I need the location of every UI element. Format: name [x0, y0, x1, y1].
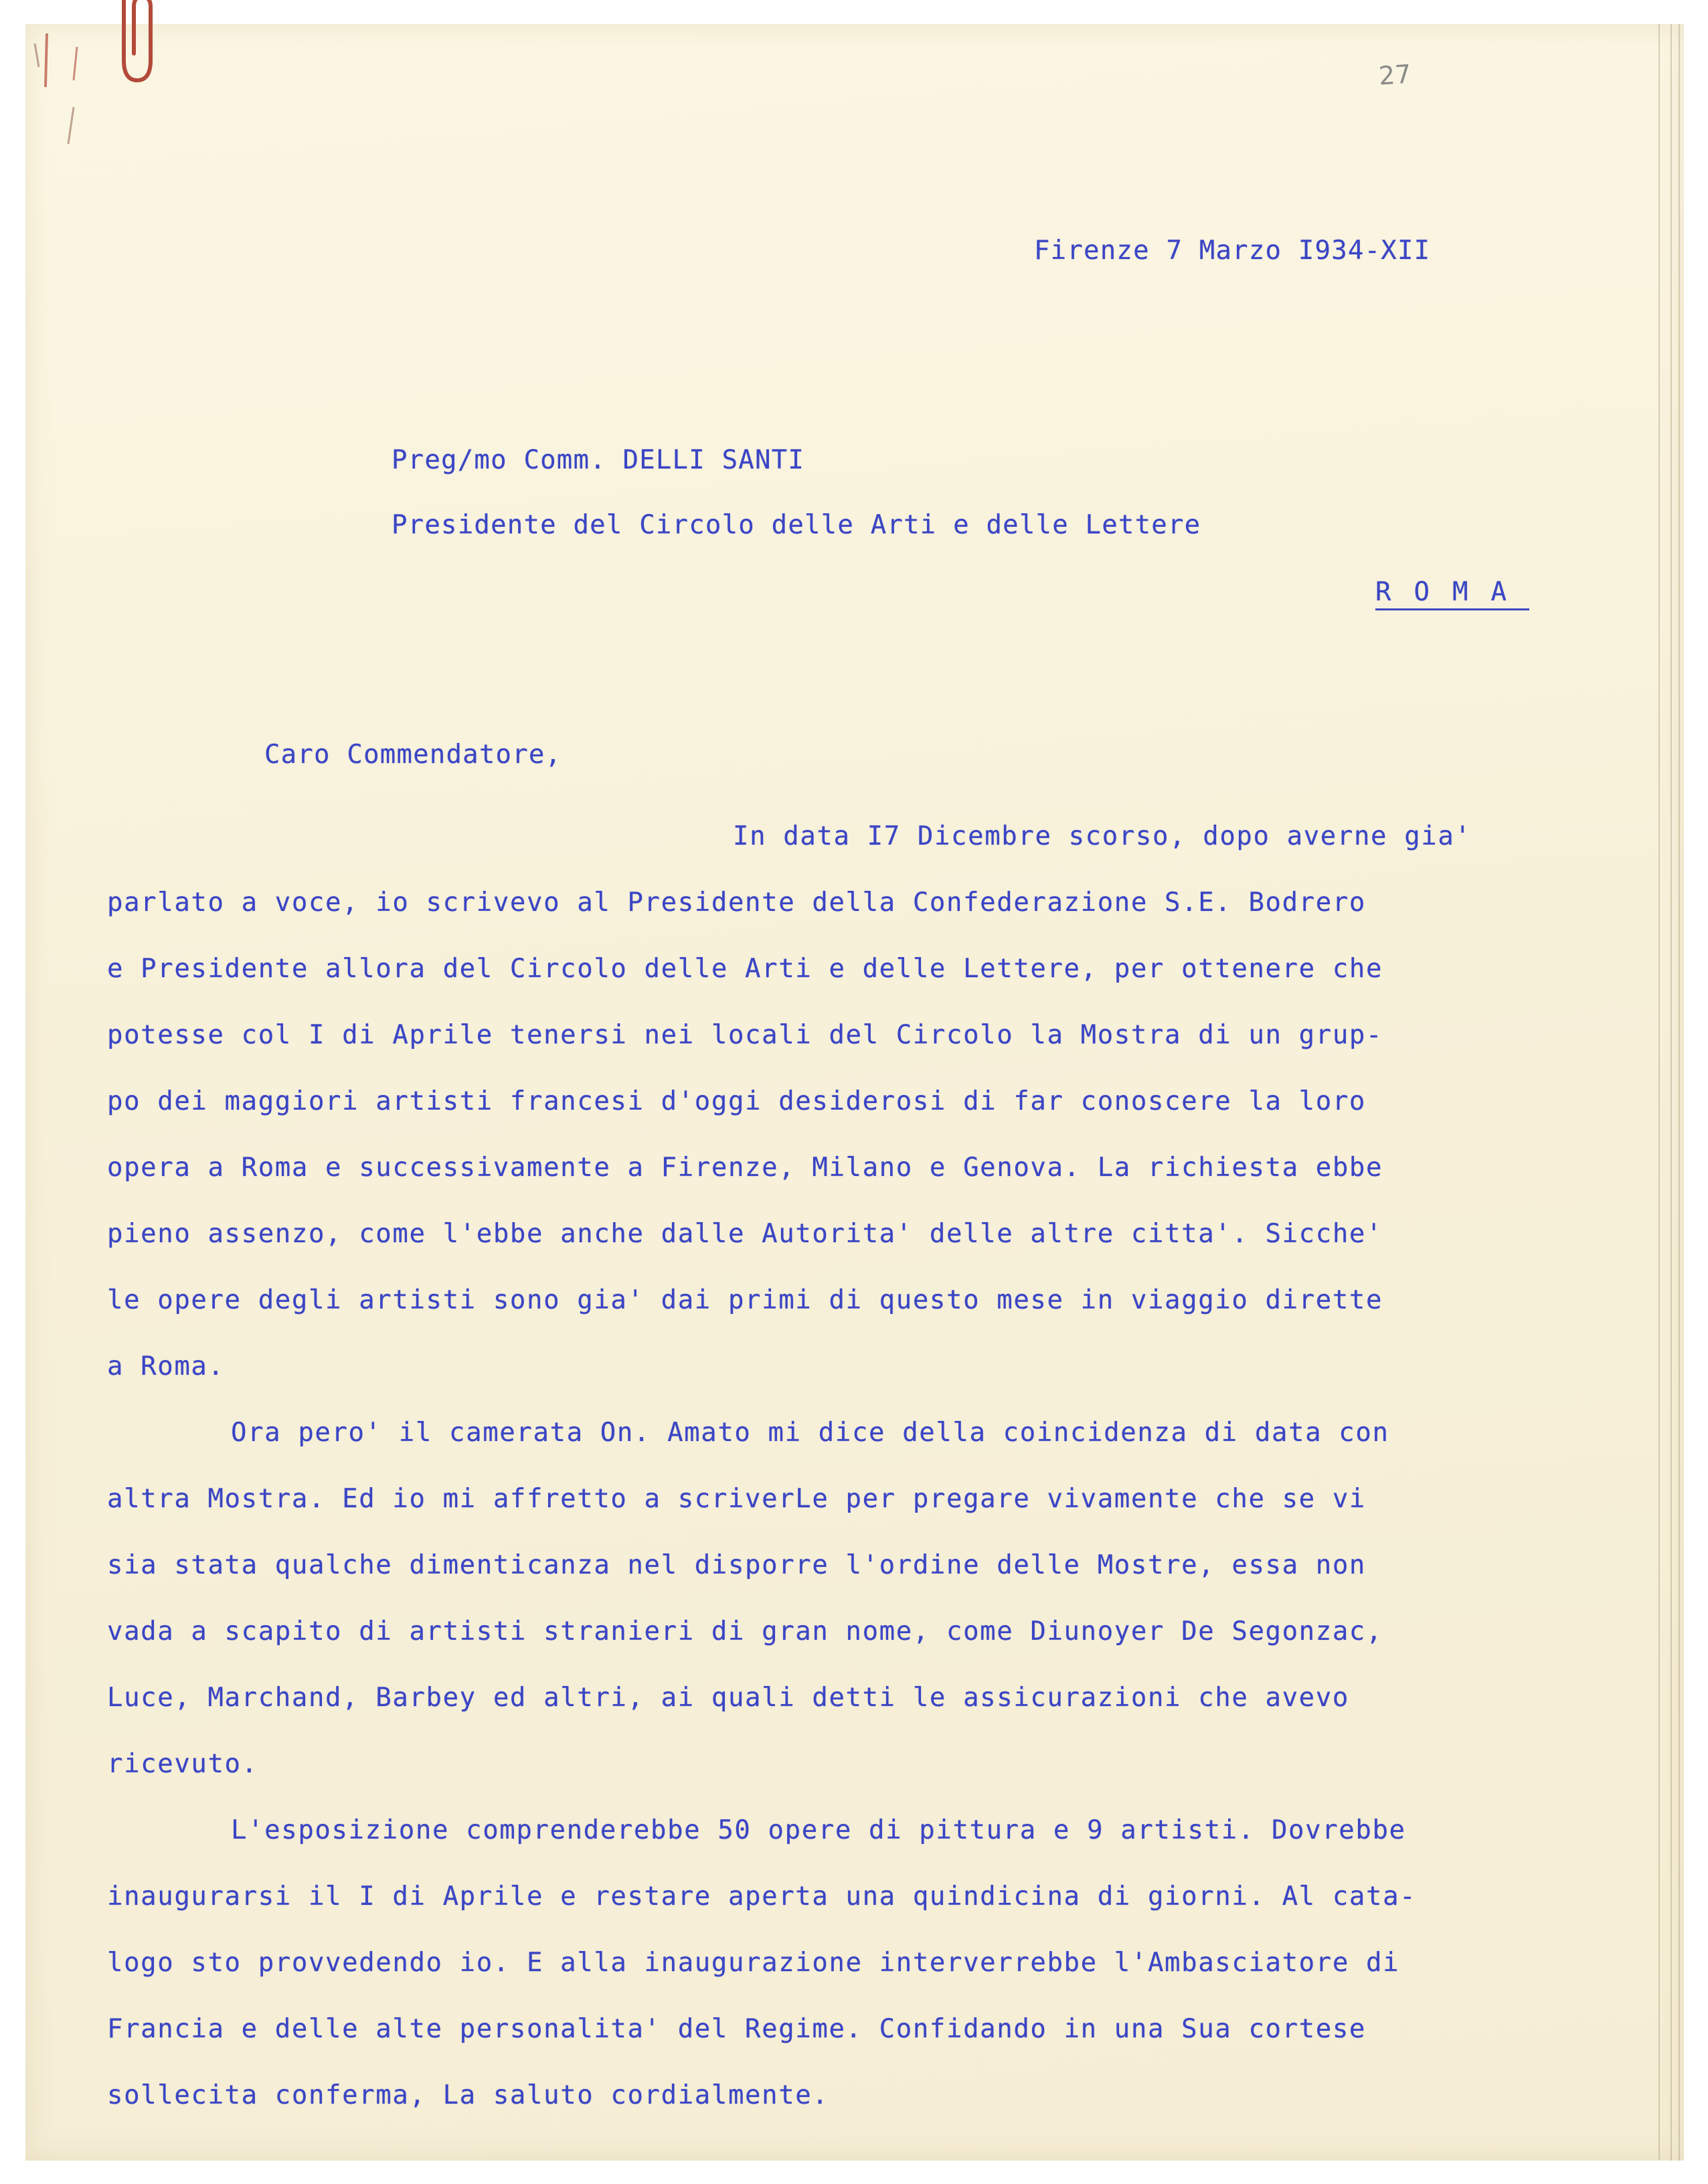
paragraph-3 [107, 1797, 1646, 2128]
paragraph-2 [107, 1400, 1646, 1797]
sheet-edge-line [1679, 24, 1680, 2161]
recipient-title: Presidente del Circolo delle Arti e delle Lettere [392, 510, 1201, 540]
body-line: inaugurarsi il I di Aprile e restare aperta una quindicina di giorni. Al cata- [107, 1881, 1417, 1912]
body-line: altra Mostra. Ed io mi affretto a scriverLe per pregare vivamente che se vi [107, 1484, 1366, 1514]
body-line: a Roma. [107, 1351, 225, 1381]
body-line: L'esposizione comprenderebbe 50 opere di pittura e 9 artisti. Dovrebbe [231, 1815, 1406, 1845]
body-line: vada a scapito di artisti stranieri di gran nome, come Diunoyer De Segonzac, [107, 1616, 1383, 1647]
body-line: potesse col I di Aprile tenersi nei locali del Circolo la Mostra di un grup- [107, 1020, 1383, 1050]
sheet-edge-line [1671, 24, 1672, 2161]
body-line: Ora pero' il camerata On. Amato mi dice della coincidenza di data con [231, 1418, 1389, 1448]
body-line: sia stata qualche dimenticanza nel disporre l'ordine delle Mostre, essa non [107, 1550, 1366, 1580]
pencil-margin-marks [27, 7, 107, 154]
recipient-city: ROMA [1375, 577, 1529, 610]
body-line: Luce, Marchand, Barbey ed altri, ai quali detti le assicurazioni che avevo [107, 1683, 1349, 1713]
body-line: le opere degli artisti sono gia' dai primi di questo mese in viaggio dirette [107, 1285, 1383, 1315]
body-line: parlato a voce, io scrivevo al Presidente della Confederazione S.E. Bodrero [107, 888, 1366, 918]
body-line: ricevuto. [107, 1749, 258, 1779]
body-line: opera a Roma e successivamente a Firenze, Milano e Genova. La richiesta ebbe [107, 1153, 1383, 1183]
recipient-name: Preg/mo Comm. DELLI SANTI [392, 445, 804, 475]
body-line: In data I7 Dicembre scorso, dopo averne gia' [733, 821, 1472, 851]
salutation: Caro Commendatore, [264, 740, 562, 770]
body-line: Francia e delle alte personalita' del Regime. Confidando in una Sua cortese [107, 2014, 1366, 2044]
body-line: pieno assenzo, come l'ebbe anche dalle Autorita' delle altre citta'. Sicche' [107, 1219, 1383, 1249]
body-line: logo sto provvedendo io. E alla inaugurazione interverrebbe l'Ambasciatore di [107, 1948, 1400, 1978]
sheet-edge-line [1658, 24, 1660, 2161]
letter-body [107, 803, 1646, 2128]
paragraph-1 [107, 803, 1646, 1400]
body-line: sollecita conferma, La saluto cordialmente. [107, 2080, 829, 2110]
paper-clip-icon [114, 0, 161, 87]
body-line: e Presidente allora del Circolo delle Arti e delle Lettere, per ottenere che [107, 954, 1383, 984]
body-line: po dei maggiori artisti francesi d'oggi desiderosi di far conoscere la loro [107, 1086, 1366, 1116]
page-number: 27 [1377, 59, 1412, 91]
date-line: Firenze 7 Marzo I934-XII [1034, 236, 1431, 266]
